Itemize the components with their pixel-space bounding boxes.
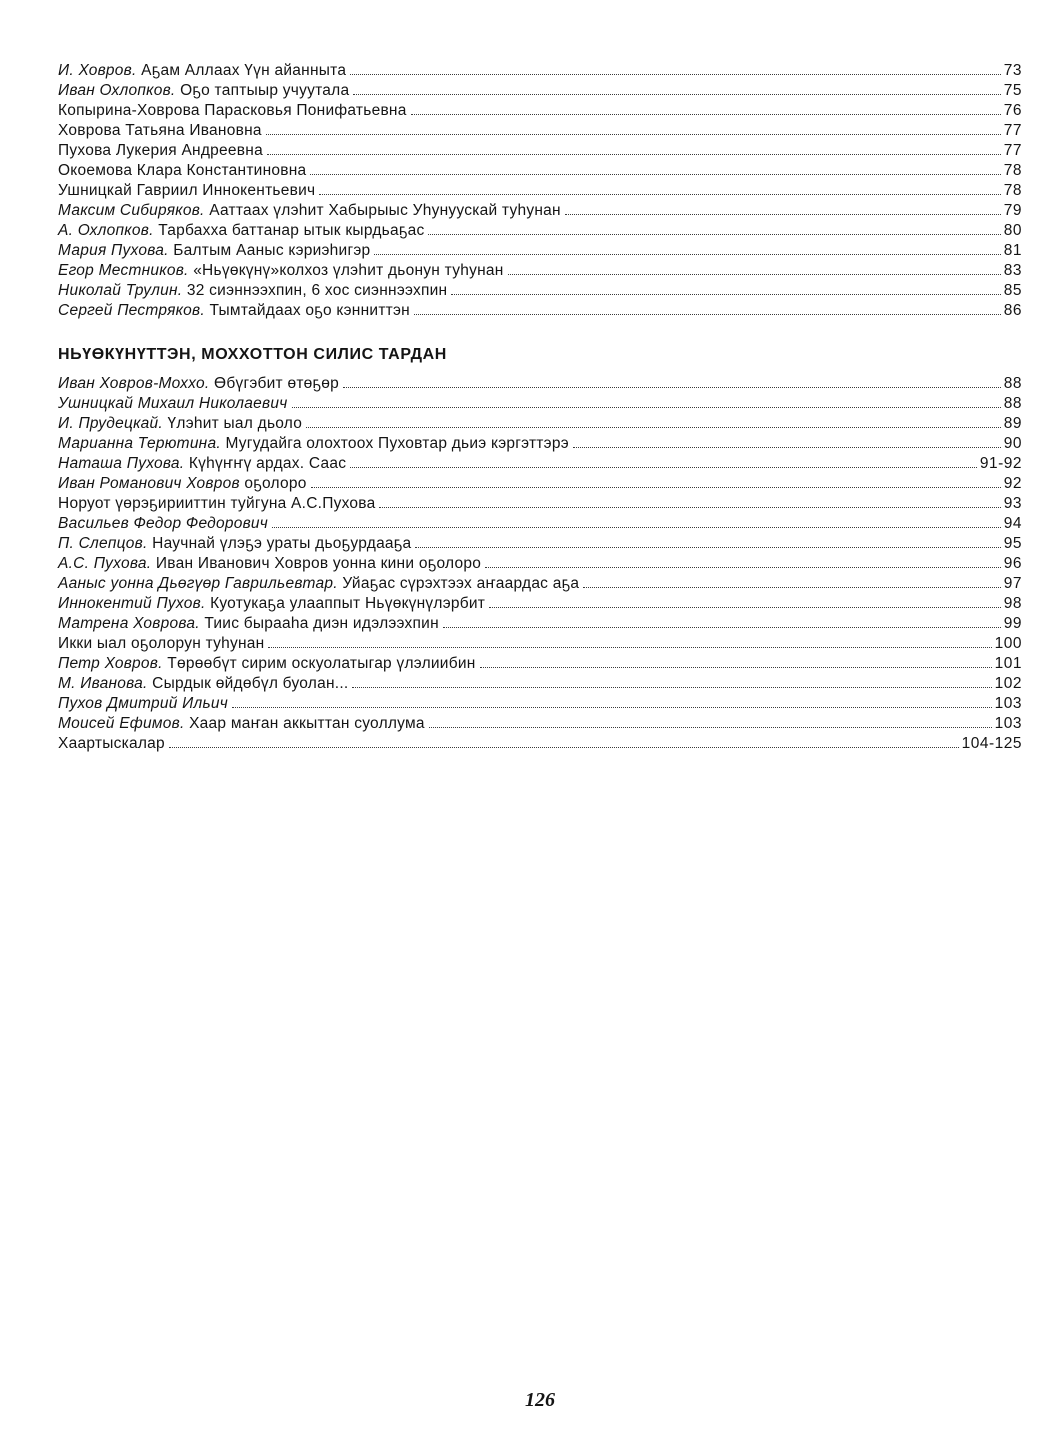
dot-leader [266, 134, 1001, 135]
entry-author: Иннокентий Пухов. [58, 595, 206, 612]
toc-entry [58, 674, 1022, 694]
entry-page-number: 94 [1003, 515, 1022, 532]
toc-entry [58, 394, 1022, 414]
entry-author: А. Охлопков. [58, 222, 154, 239]
entry-text [58, 694, 228, 714]
dot-leader [583, 587, 1001, 588]
dot-leader [306, 427, 1001, 428]
entry-page-number: 100 [994, 635, 1022, 652]
entry-page-number: 93 [1003, 495, 1022, 512]
entry-text [58, 714, 425, 734]
entry-page-number: 102 [994, 675, 1022, 692]
entry-page-number: 89 [1003, 415, 1022, 432]
toc-entry [58, 454, 1022, 474]
toc-entry [58, 221, 1022, 241]
entry-author: М. Иванова. [58, 675, 148, 692]
entry-title: Өбүгэбит өтөҕөр [214, 375, 340, 392]
entry-text [58, 574, 579, 594]
toc-entry [58, 634, 1022, 654]
entry-title: Пухова Лукерия Андреевна [58, 142, 263, 159]
dot-leader [573, 447, 1001, 448]
entry-title: Тарбахха баттанар ытык кырдьаҕас [158, 222, 425, 239]
toc-entry [58, 734, 1022, 754]
entry-text [58, 374, 339, 394]
entry-author: Егор Местников. [58, 262, 189, 279]
dot-leader [451, 294, 1000, 295]
entry-text [58, 221, 424, 241]
entry-text [58, 161, 306, 181]
toc-section [58, 345, 1022, 754]
entry-page-number: 76 [1003, 102, 1022, 119]
entry-title: Иван Иванович Ховров уонна кини оҕолоро [155, 555, 482, 572]
toc-section [58, 61, 1022, 321]
entry-author: И. Прудецкай. [58, 415, 163, 432]
entry-page-number: 78 [1003, 162, 1022, 179]
entry-text [58, 674, 348, 694]
entry-title: Научнай үлэҕэ ураты дьоҕурдааҕа [152, 535, 412, 552]
entry-title: Норуот үөрэҕирииттин туйгуна А.С.Пухова [58, 495, 376, 512]
entry-page-number: 104-125 [961, 735, 1022, 752]
toc-entry [58, 261, 1022, 281]
table-of-contents [58, 61, 1022, 754]
toc-entry [58, 614, 1022, 634]
entry-page-number: 77 [1003, 122, 1022, 139]
entry-title: Тиис бырааһа диэн идэлээхпин [204, 615, 439, 632]
entry-text [58, 634, 264, 654]
entry-text [58, 734, 165, 754]
dot-leader [485, 567, 1001, 568]
entry-title: Мугудайга олохтоох Пуховтар дьиэ кэргэттэрэ [225, 435, 569, 452]
toc-entry [58, 241, 1022, 261]
entry-title: Оҕо таптыыр учуутала [180, 82, 350, 99]
entry-text [58, 101, 407, 121]
entry-text [58, 61, 346, 81]
entry-text [58, 281, 447, 301]
entry-author: П. Слепцов. [58, 535, 148, 552]
toc-entry [58, 81, 1022, 101]
dot-leader [343, 387, 1001, 388]
entry-title: Аҕам Аллаах Үүн айанныта [141, 62, 347, 79]
entry-page-number: 92 [1003, 475, 1022, 492]
entry-page-number: 77 [1003, 142, 1022, 159]
dot-leader [374, 254, 1000, 255]
dot-leader [272, 527, 1001, 528]
entry-page-number: 97 [1003, 575, 1022, 592]
dot-leader [232, 707, 992, 708]
entry-author: И. Ховров. [58, 62, 137, 79]
toc-entry [58, 374, 1022, 394]
entry-author: Иван Ховров-Моххо. [58, 375, 210, 392]
entry-title: Үлэһит ыал дьоло [167, 415, 303, 432]
entry-text [58, 414, 302, 434]
page-number: 126 [525, 1389, 555, 1411]
entry-title: Куотукаҕа улааппыт Ньүөкүнүлэрбит [210, 595, 486, 612]
entry-title: Икки ыал оҕолорун туһунан [58, 635, 265, 652]
entry-author: Матрена Ховрова. [58, 615, 200, 632]
entry-text [58, 534, 411, 554]
entry-author: Ааныс уонна Дьөгүөр Гаврильевтар. [58, 575, 338, 592]
dot-leader [415, 547, 1000, 548]
entry-title: Күһүҥҥү ардах. Саас [188, 455, 347, 472]
entry-page-number: 81 [1003, 242, 1022, 259]
entry-page-number: 91-92 [979, 455, 1022, 472]
entry-title: Ховрова Татьяна Ивановна [58, 122, 262, 139]
entry-title: Ушницкай Гавриил Иннокентьевич [58, 182, 316, 199]
entry-title: Ааттаах үлэһит Хабырыыс Уһунуускай туһунан [209, 202, 561, 219]
entry-author: Моисей Ефимов. [58, 715, 185, 732]
dot-leader [350, 74, 1001, 75]
toc-entry [58, 101, 1022, 121]
entry-page-number: 83 [1003, 262, 1022, 279]
dot-leader [411, 114, 1001, 115]
entry-author: Мария Пухова. [58, 242, 169, 259]
toc-entry [58, 181, 1022, 201]
toc-entry [58, 514, 1022, 534]
toc-entry [58, 121, 1022, 141]
entry-page-number: 78 [1003, 182, 1022, 199]
entry-title: «Ньүөкүнү»колхоз үлэһит дьонун туһунан [193, 262, 504, 279]
entry-text [58, 434, 569, 454]
entry-page-number: 88 [1003, 375, 1022, 392]
toc-entry [58, 654, 1022, 674]
entry-page-number: 101 [994, 655, 1022, 672]
toc-entry [58, 714, 1022, 734]
entry-author: Васильев Федор Федорович [58, 515, 269, 532]
entry-text [58, 474, 307, 494]
entry-author: Сергей Пестряков. [58, 302, 205, 319]
entry-page-number: 95 [1003, 535, 1022, 552]
entry-text [58, 81, 349, 101]
toc-entry [58, 61, 1022, 81]
toc-entry [58, 474, 1022, 494]
dot-leader [292, 407, 1001, 408]
entry-page-number: 90 [1003, 435, 1022, 452]
entry-author: Иван Романович Ховров [58, 475, 240, 492]
toc-entry [58, 694, 1022, 714]
section-heading: НЬҮӨКҮНҮТТЭН, МОХХОТТОН СИЛИС ТАРДАН [58, 346, 447, 363]
dot-leader [319, 194, 1000, 195]
toc-entry [58, 281, 1022, 301]
entry-text [58, 394, 288, 414]
entry-text [58, 201, 561, 221]
entry-author: Наташа Пухова. [58, 455, 185, 472]
entry-page-number: 73 [1003, 62, 1022, 79]
entry-page-number: 85 [1003, 282, 1022, 299]
entry-page-number: 88 [1003, 395, 1022, 412]
entry-title: Сырдык өйдөбүл буолан... [152, 675, 349, 692]
toc-entry [58, 301, 1022, 321]
entry-title: Балтым Ааныс кэриэһигэр [173, 242, 371, 259]
entry-text [58, 654, 476, 674]
toc-entry [58, 161, 1022, 181]
entry-author: Петр Ховров. [58, 655, 163, 672]
entry-text [58, 121, 262, 141]
dot-leader [379, 507, 1000, 508]
dot-leader [352, 687, 991, 688]
entry-text [58, 301, 410, 321]
dot-leader [489, 607, 1001, 608]
dot-leader [350, 467, 977, 468]
toc-entry [58, 434, 1022, 454]
entry-text [58, 261, 504, 281]
dot-leader [428, 234, 1000, 235]
toc-entry [58, 141, 1022, 161]
dot-leader [311, 487, 1001, 488]
toc-entry [58, 494, 1022, 514]
entry-title: Уйаҕас сүрэхтээх аҥаардас аҕа [342, 575, 580, 592]
entry-page-number: 98 [1003, 595, 1022, 612]
entry-text [58, 594, 485, 614]
entry-title: Тымтайдаах оҕо кэнниттэн [209, 302, 410, 319]
entry-author: Иван Охлопков. [58, 82, 176, 99]
entry-page-number: 103 [994, 695, 1022, 712]
entry-author: Ушницкай Михаил Николаевич [58, 395, 288, 412]
entry-page-number: 75 [1003, 82, 1022, 99]
entry-title: Хаар маҥан аккыттан суоллума [189, 715, 425, 732]
toc-entry [58, 414, 1022, 434]
dot-leader [169, 747, 959, 748]
dot-leader [414, 314, 1001, 315]
entry-author: Николай Трулин. [58, 282, 183, 299]
entry-title: 32 сиэннээхпин, 6 хос сиэннээхпин [186, 282, 448, 299]
dot-leader [353, 94, 1000, 95]
toc-entry [58, 594, 1022, 614]
dot-leader [310, 174, 1000, 175]
entry-title: оҕолоро [244, 475, 307, 492]
entry-author: А.С. Пухова. [58, 555, 152, 572]
entry-author: Пухов Дмитрий Ильич [58, 695, 229, 712]
dot-leader [443, 627, 1001, 628]
entry-text [58, 181, 315, 201]
entry-title: Окоемова Клара Константиновна [58, 162, 307, 179]
dot-leader [267, 154, 1001, 155]
entry-text [58, 514, 268, 534]
entry-text [58, 614, 439, 634]
dot-leader [508, 274, 1001, 275]
entry-page-number: 96 [1003, 555, 1022, 572]
entry-text [58, 454, 346, 474]
entry-author: Максим Сибиряков. [58, 202, 205, 219]
entry-text [58, 141, 263, 161]
toc-entry [58, 534, 1022, 554]
dot-leader [268, 647, 991, 648]
entry-page-number: 86 [1003, 302, 1022, 319]
entry-text [58, 554, 481, 574]
entry-title: Копырина-Ховрова Парасковья Понифатьевна [58, 102, 407, 119]
entry-title: Төрөөбүт сирим оскуолатыгар үлэлиибин [167, 655, 476, 672]
dot-leader [480, 667, 992, 668]
entry-text [58, 241, 370, 261]
dot-leader [565, 214, 1001, 215]
entry-text [58, 494, 375, 514]
toc-entry [58, 201, 1022, 221]
entry-page-number: 103 [994, 715, 1022, 732]
entry-title: Хаартыскалар [58, 735, 165, 752]
toc-entry [58, 574, 1022, 594]
entry-page-number: 79 [1003, 202, 1022, 219]
entry-author: Марианна Терютина. [58, 435, 221, 452]
entry-page-number: 80 [1003, 222, 1022, 239]
entry-page-number: 99 [1003, 615, 1022, 632]
dot-leader [429, 727, 992, 728]
toc-entry [58, 554, 1022, 574]
